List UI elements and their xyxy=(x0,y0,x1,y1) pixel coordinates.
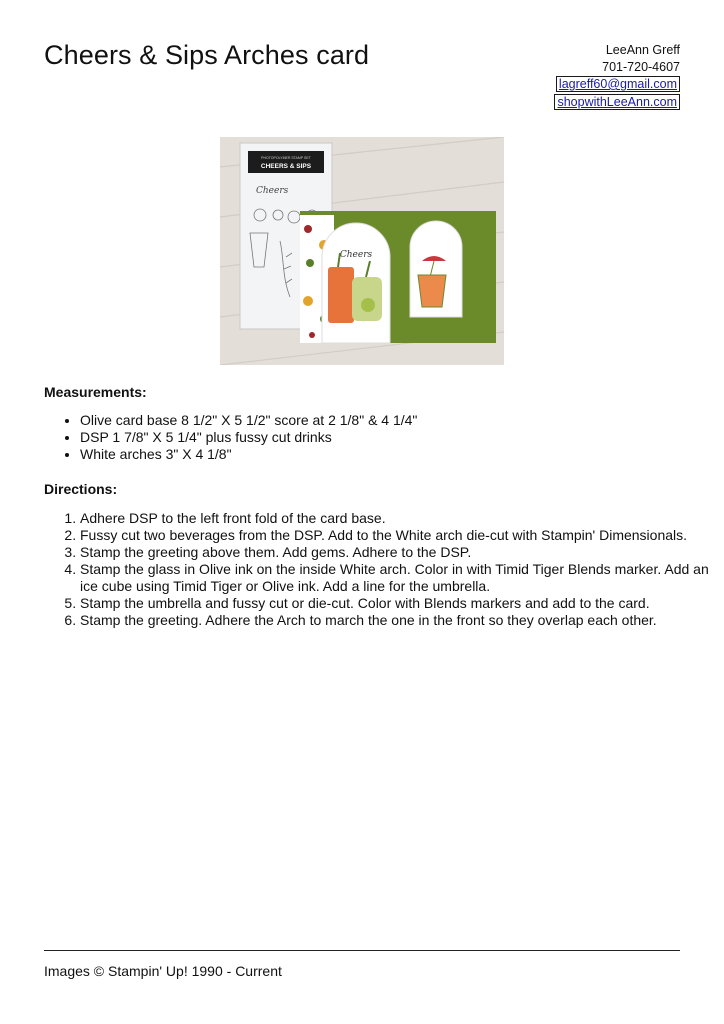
kit-title: CHEERS & SIPS xyxy=(260,163,312,170)
email-link[interactable]: lagreff60@gmail.com xyxy=(558,77,677,91)
list-item: 4. Stamp the glass in Olive ink on the inside White arch. Color in with Timid Tiger Blends marker. Add an ice cube using Timid Tiger or Olive ink. Add a line for the umbrella. xyxy=(80,561,710,595)
footer-text: Images © Stampin' Up! 1990 - Current xyxy=(44,963,282,979)
measurements-heading: Measurements: xyxy=(44,384,147,400)
measurements-list xyxy=(60,412,417,463)
list-item: • Olive card base 8 1/2" X 5 1/2" score at 2 1/8" & 4 1/4" xyxy=(80,412,417,429)
card-photo-illustration xyxy=(220,137,504,365)
list-item: • White arches 3" X 4 1/8" xyxy=(80,446,417,463)
list-item: 2. Fussy cut two beverages from the DSP. Add to the White arch die-cut with Stampin' Dimensionals. xyxy=(80,527,710,544)
list-item: 5. Stamp the umbrella and fussy cut or die-cut. Color with Blends markers and add to the card. xyxy=(80,595,710,612)
footer-divider xyxy=(44,950,680,951)
list-item: 1. Adhere DSP to the left front fold of the card base. xyxy=(80,510,710,527)
contact-name: LeeAnn Greff xyxy=(605,43,680,57)
list-item: 3. Stamp the greeting above them. Add gems. Adhere to the DSP. xyxy=(80,544,710,561)
website-link[interactable]: shopwithLeeAnn.com xyxy=(557,94,677,109)
list-item: • DSP 1 7/8" X 5 1/4" plus fussy cut drinks xyxy=(80,429,417,446)
directions-list xyxy=(62,510,710,629)
card-photo xyxy=(220,137,504,365)
kit-subtitle: PHOTOPOLYMER STAMP SET xyxy=(261,156,311,160)
stamp-greeting: Cheers xyxy=(256,186,289,196)
list-item: 6. Stamp the greeting. Adhere the Arch to march the one in the front so they overlap each other. xyxy=(80,612,710,629)
directions-heading: Directions: xyxy=(44,481,118,497)
arch-greeting: Cheers xyxy=(339,250,373,260)
contact-block xyxy=(554,42,680,110)
contact-phone: 701-720-4607 xyxy=(602,59,680,74)
page-title: Cheers & Sips Arches card xyxy=(44,40,370,70)
